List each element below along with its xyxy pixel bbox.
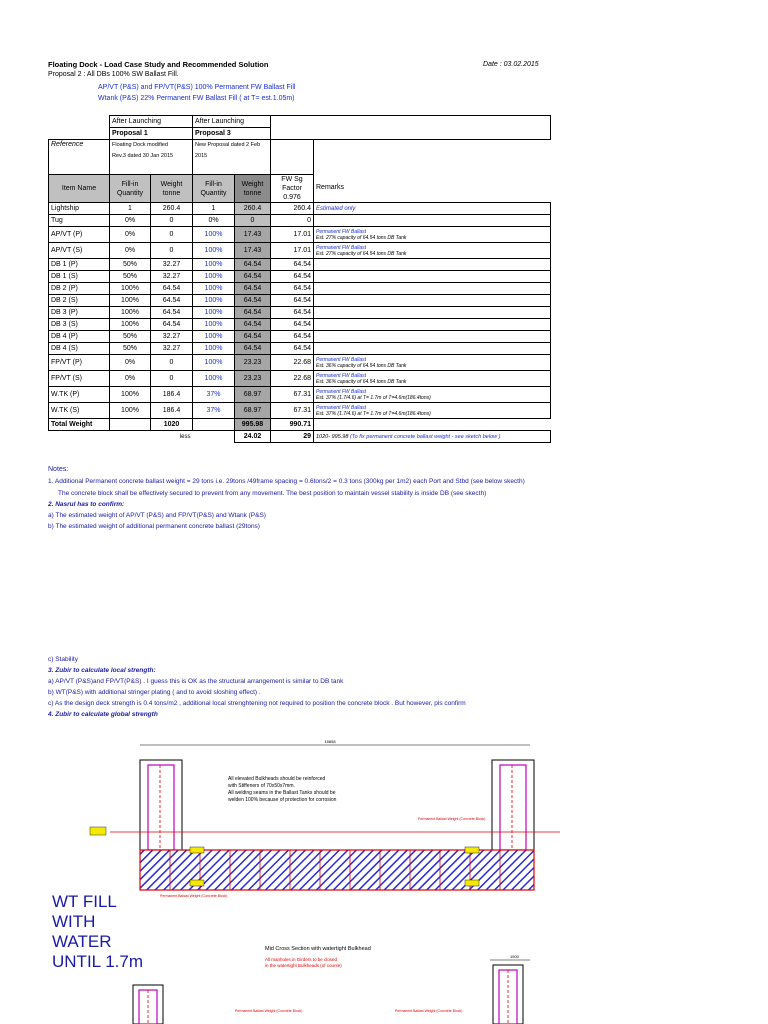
row-fill-1: 100% — [110, 283, 151, 295]
row-fill-1: 100% — [110, 387, 151, 403]
row-remarks — [314, 319, 551, 331]
note-3b: b) WT(P&S) with additional stringer plating ( and to avoid sloshing effect) . — [48, 689, 261, 696]
note-1: 1. Additional Permanent concrete ballast weight = 29 tons i.e. 29tons /49frame spacing = 0.6tons/2 = 0.3 tons (300kg per 1m2) each Port and Stbd (see below skecth) — [48, 478, 525, 485]
row-fill-3: 100% — [193, 319, 235, 331]
table-row — [49, 215, 551, 227]
table-row — [49, 259, 551, 271]
remark-line-1: Permanent FW Ballast — [316, 228, 367, 235]
table-row — [49, 387, 551, 403]
after-launching-1: After Launching — [110, 116, 193, 128]
remark-line-1: Permanent FW Ballast — [316, 356, 367, 363]
row-fw: 64.54 — [271, 331, 314, 343]
row-weight-3: 64.54 — [235, 271, 271, 283]
note-3c: c) As the design deck strength is 0.4 tons/m2 , additional local strenghtening not required to position the concrete block . But however, pls confirm — [48, 700, 466, 707]
proposal-line: Proposal 2 : All DBs 100% SW Ballast Fill. — [48, 71, 179, 78]
row-name: Tug — [49, 215, 110, 227]
total-weight-3: 995.98 — [235, 419, 271, 431]
row-weight-3: 17.43 — [235, 227, 271, 243]
cross-section-drawing — [80, 735, 590, 905]
less-weight-3: 24.02 — [235, 431, 271, 443]
less-remark-b: (To fix permanent concrete ballast weight - see sketch below ) — [349, 433, 501, 440]
drawing-note-2: with Stiffeners of 70x50x7mm. — [228, 783, 295, 789]
row-fill-3: 1 — [193, 203, 235, 215]
row-fw: 64.54 — [271, 343, 314, 355]
table-row — [49, 371, 551, 387]
row-fill-3: 100% — [193, 295, 235, 307]
row-fill-1: 0% — [110, 227, 151, 243]
row-weight-1: 0 — [151, 355, 193, 371]
row-fill-3: 100% — [193, 227, 235, 243]
row-remarks — [314, 387, 551, 403]
remark-line-2: Est. 27% capacity of 64.54 tons DB Tank — [316, 250, 407, 257]
note-3: 3. Zubir to calculate local strength: — [48, 667, 156, 674]
note-3a: a) AP/VT (P&S)and FP/VT(P&S) . I guess this is OK as the structural arrangement is similar to DB tank — [48, 678, 344, 685]
row-remarks — [314, 331, 551, 343]
drawing-note-3: All welding seams in the Ballast Tanks should be — [228, 790, 336, 796]
pcb-label-left: Permanent Ballast Weight (Concrete Block) — [160, 894, 228, 898]
row-fill-1: 1 — [110, 203, 151, 215]
row-remarks — [314, 403, 551, 419]
row-name: Lightship — [49, 203, 110, 215]
row-fill-3: 37% — [193, 403, 235, 419]
dim-right-label: 1500 — [510, 954, 519, 959]
drawing-note-1: All elevated Bulkheads should be reinforced — [228, 776, 326, 782]
pcb-label-right: Permanent Ballast Weight (Concrete Block) — [418, 817, 486, 821]
row-fill-1: 0% — [110, 243, 151, 259]
note-4: 4. Zubir to calculate global strength — [48, 711, 158, 718]
fill-line-1: AP/VT (P&S) and FP/VT(P&S) 100% Permanent FW Ballast Fill — [98, 84, 296, 91]
row-weight-3: 64.54 — [235, 343, 271, 355]
row-fill-3: 37% — [193, 387, 235, 403]
ref-proposal-1-b: Rev.3 dated 30 Jan 2015 — [112, 153, 174, 159]
mid-section-title: Mid Cross Section with watertight Bulkhead — [265, 946, 371, 952]
row-fw: 17.01 — [271, 243, 314, 259]
mid-section-note-2: in the watertight Bulkheads (of course) — [265, 963, 342, 968]
row-weight-1: 64.54 — [151, 307, 193, 319]
remark-line-1: Permanent FW Ballast — [316, 372, 367, 379]
row-fill-1: 0% — [110, 215, 151, 227]
row-weight-1: 32.27 — [151, 331, 193, 343]
col-weight-3: Weight tonne — [235, 175, 271, 203]
table-row — [49, 403, 551, 419]
row-name: AP/VT (P) — [49, 227, 110, 243]
row-name: DB 2 (P) — [49, 283, 110, 295]
total-weight-1: 1020 — [151, 419, 193, 431]
table-row — [49, 355, 551, 371]
table-row — [49, 295, 551, 307]
proposal-1-header: Proposal 1 — [110, 128, 193, 140]
row-remarks — [314, 243, 551, 259]
row-remarks — [314, 283, 551, 295]
row-fill-1: 50% — [110, 331, 151, 343]
col-weight-1: Weight tonne — [151, 175, 193, 203]
row-name: DB 3 (S) — [49, 319, 110, 331]
notes-heading: Notes: — [48, 466, 69, 473]
row-weight-1: 64.54 — [151, 283, 193, 295]
mid-cross-section-drawing — [125, 950, 555, 1024]
total-fw: 990.71 — [271, 419, 314, 431]
row-fw: 22.68 — [271, 371, 314, 387]
row-weight-3: 260.4 — [235, 203, 271, 215]
row-weight-1: 32.27 — [151, 259, 193, 271]
row-fill-3: 100% — [193, 331, 235, 343]
row-weight-1: 0 — [151, 371, 193, 387]
after-launching-2: After Launching — [193, 116, 271, 128]
row-weight-1: 186.4 — [151, 387, 193, 403]
proposal-3-header: Proposal 3 — [193, 128, 271, 140]
row-fw: 67.31 — [271, 403, 314, 419]
row-fw: 67.31 — [271, 387, 314, 403]
less-fw: 29 — [271, 431, 314, 443]
row-name: FP/VT (P) — [49, 355, 110, 371]
row-name: DB 2 (S) — [49, 295, 110, 307]
row-remarks — [314, 343, 551, 355]
row-fill-3: 100% — [193, 271, 235, 283]
less-remark-a: 1020- 995.98 — [316, 433, 349, 440]
row-weight-3: 68.97 — [235, 387, 271, 403]
row-fill-3: 100% — [193, 355, 235, 371]
row-weight-3: 17.43 — [235, 243, 271, 259]
row-fill-1: 50% — [110, 343, 151, 355]
table-row — [49, 307, 551, 319]
table-row — [49, 331, 551, 343]
row-remarks — [314, 307, 551, 319]
row-fw: 64.54 — [271, 259, 314, 271]
remark-line-2: Est. 37% (1.7/4.6) at T= 1.7m of T=4.6m(186.4tons) — [316, 394, 431, 401]
row-fill-1: 0% — [110, 355, 151, 371]
row-remarks — [314, 271, 551, 283]
row-remarks — [314, 259, 551, 271]
ref-proposal-3: New Proposal dated 2 Feb 2015 — [193, 140, 271, 175]
row-remarks — [314, 215, 551, 227]
row-weight-3: 68.97 — [235, 403, 271, 419]
row-remarks — [314, 203, 551, 215]
row-fill-1: 50% — [110, 259, 151, 271]
row-weight-1: 32.27 — [151, 343, 193, 355]
row-remarks — [314, 227, 551, 243]
row-fw: 0 — [271, 215, 314, 227]
row-fill-3: 100% — [193, 307, 235, 319]
row-fill-1: 100% — [110, 295, 151, 307]
load-case-table — [48, 115, 551, 443]
note-2: 2. Nasrul has to confirm: — [48, 501, 125, 508]
row-fw: 260.4 — [271, 203, 314, 215]
row-fill-3: 0% — [193, 215, 235, 227]
row-fill-1: 100% — [110, 403, 151, 419]
row-fill-3: 100% — [193, 283, 235, 295]
row-weight-3: 64.54 — [235, 259, 271, 271]
wt-fill-line-2: WITH — [52, 912, 96, 931]
mid-section-note-1: All manholes in Girders to be closed — [265, 957, 338, 962]
row-name: DB 4 (S) — [49, 343, 110, 355]
total-label: Total Weight — [49, 419, 110, 431]
row-fw: 17.01 — [271, 227, 314, 243]
table-row — [49, 319, 551, 331]
table-row — [49, 227, 551, 243]
row-remarks — [314, 355, 551, 371]
row-fw: 64.54 — [271, 319, 314, 331]
row-name: W.TK (S) — [49, 403, 110, 419]
svg-text:Permanent Ballast Weight (Conc: Permanent Ballast Weight (Concrete Block) — [395, 1009, 463, 1013]
row-fill-1: 0% — [110, 371, 151, 387]
drawing-note-4: welden 100% because of protection for corrosion — [228, 797, 337, 803]
row-fw: 64.54 — [271, 295, 314, 307]
ref-proposal-1-a: Floating Dock modified — [112, 142, 168, 148]
row-weight-1: 186.4 — [151, 403, 193, 419]
row-weight-3: 64.54 — [235, 319, 271, 331]
row-weight-3: 64.54 — [235, 307, 271, 319]
remark-line-1: Permanent FW Ballast — [316, 404, 367, 411]
row-weight-1: 0 — [151, 215, 193, 227]
row-remarks — [314, 295, 551, 307]
fill-line-2: Wtank (P&S) 22% Permanent FW Ballast Fill ( at T= est.1.05m) — [98, 95, 295, 102]
row-weight-3: 0 — [235, 215, 271, 227]
remark-line-2: Est. 37% (1.7/4.6) at T= 1.7m of T=4.6m(186.4tons) — [316, 410, 431, 417]
remark-line-2: Est. 36% capacity of 64.54 tons DB Tank — [316, 378, 407, 385]
col-remarks: Remarks — [316, 184, 345, 192]
reference-label: Reference — [49, 140, 110, 175]
remark-line-2: Est. 36% capacity of 64.54 tons DB Tank — [316, 362, 407, 369]
col-fill-3: Fill-in Quantity — [193, 175, 235, 203]
row-fill-3: 100% — [193, 259, 235, 271]
remark-line-2: Est. 27% capacity of 64.54 tons DB Tank — [316, 234, 407, 241]
row-fill-1: 100% — [110, 319, 151, 331]
row-weight-3: 23.23 — [235, 371, 271, 387]
col-fw-factor: FW Sg Factor 0.976 — [271, 175, 314, 203]
dim-top-label: 15858 — [324, 739, 336, 744]
row-fw: 64.54 — [271, 283, 314, 295]
row-fill-1: 100% — [110, 307, 151, 319]
row-name: DB 4 (P) — [49, 331, 110, 343]
row-fw: 64.54 — [271, 271, 314, 283]
col-item-name: Item Name — [49, 175, 110, 203]
wt-fill-line-3: WATER — [52, 932, 112, 951]
row-weight-1: 32.27 — [151, 271, 193, 283]
row-name: DB 3 (P) — [49, 307, 110, 319]
row-fill-3: 100% — [193, 343, 235, 355]
note-stability: c) Stability — [48, 656, 78, 663]
svg-text:Permanent Ballast Weight (Conc: Permanent Ballast Weight (Concrete Block) — [235, 1009, 303, 1013]
doc-title: Floating Dock - Load Case Study and Recommended Solution — [48, 60, 269, 69]
note-1b: The concrete block shall be effectively secured to prevent from any movement. The best position to maintain vessel stability is inside DB (see skecth) — [58, 490, 487, 497]
remark-line-1: Permanent FW Ballast — [316, 388, 367, 395]
table-row — [49, 271, 551, 283]
row-fill-3: 100% — [193, 243, 235, 259]
row-weight-1: 0 — [151, 227, 193, 243]
row-weight-3: 64.54 — [235, 283, 271, 295]
row-fw: 64.54 — [271, 307, 314, 319]
wt-fill-line-1: WT FILL — [52, 892, 117, 911]
row-weight-1: 64.54 — [151, 295, 193, 307]
table-row — [49, 343, 551, 355]
row-fw: 22.68 — [271, 355, 314, 371]
row-weight-3: 23.23 — [235, 355, 271, 371]
row-name: AP/VT (S) — [49, 243, 110, 259]
row-remarks — [314, 371, 551, 387]
table-row — [49, 283, 551, 295]
row-weight-3: 64.54 — [235, 331, 271, 343]
row-weight-1: 0 — [151, 243, 193, 259]
row-weight-1: 260.4 — [151, 203, 193, 215]
remark-line-1: Permanent FW Ballast — [316, 244, 367, 251]
row-weight-1: 64.54 — [151, 319, 193, 331]
remark-line-1: Estimated only — [316, 205, 356, 212]
row-name: DB 1 (P) — [49, 259, 110, 271]
concrete-block-left — [190, 847, 204, 853]
row-name: W.TK (P) — [49, 387, 110, 403]
less-label: less — [179, 433, 191, 440]
doc-date: Date : 03.02.2015 — [483, 61, 539, 68]
wt-fill-line-4: UNTIL 1.7m — [52, 952, 144, 971]
row-fill-3: 100% — [193, 371, 235, 387]
row-weight-3: 64.54 — [235, 295, 271, 307]
note-2a: a) The estimated weight of AP/VT (P&S) and FP/VT(P&S) and Wtank (P&S) — [48, 512, 266, 519]
col-fill-1: Fill-in Quantity — [110, 175, 151, 203]
table-row — [49, 243, 551, 259]
table-row — [49, 203, 551, 215]
note-2b: b) The estimated weight of additional permanent concrete ballast (29tons) — [48, 523, 260, 530]
row-name: DB 1 (S) — [49, 271, 110, 283]
concrete-block-right — [465, 847, 479, 853]
row-name: FP/VT (S) — [49, 371, 110, 387]
row-fill-1: 50% — [110, 271, 151, 283]
